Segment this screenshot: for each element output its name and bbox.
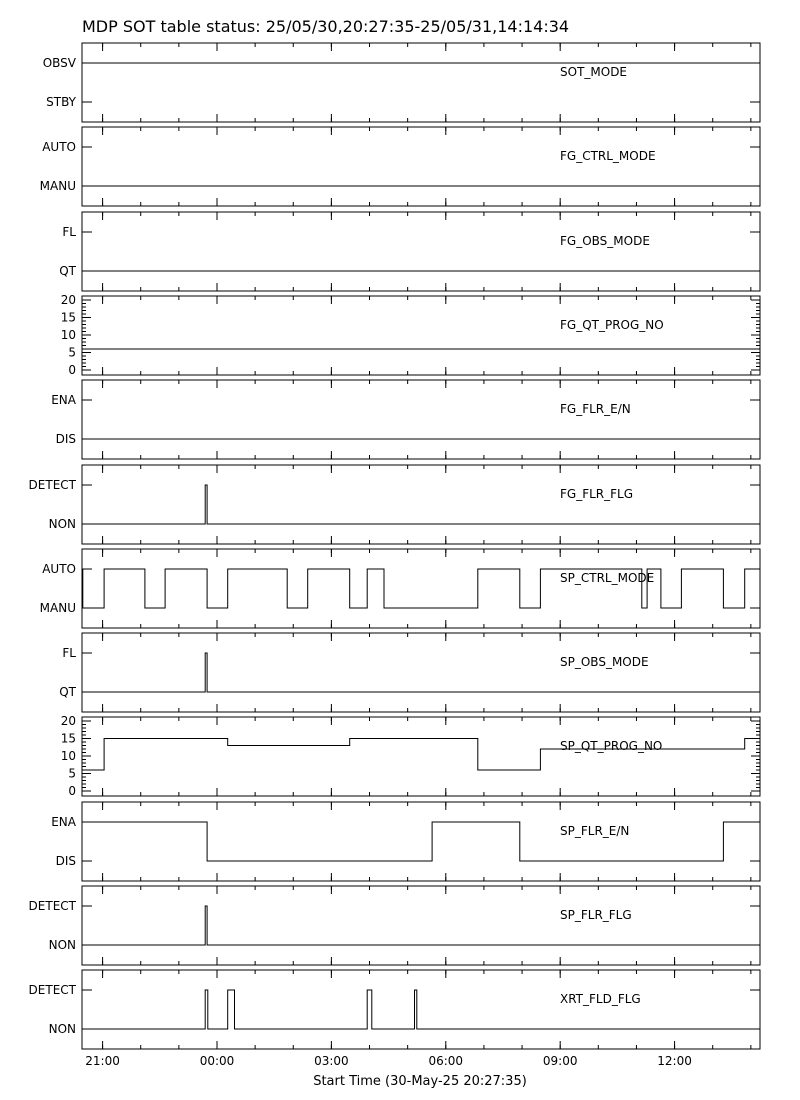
y-label-state-low: MANU bbox=[39, 179, 76, 193]
series-line bbox=[82, 569, 760, 608]
panel-8 bbox=[61, 714, 760, 798]
y-label-state-high: DETECT bbox=[28, 478, 76, 492]
y-tick-label: 10 bbox=[60, 749, 76, 763]
y-label-state-high: OBSV bbox=[42, 56, 76, 70]
panel-2 bbox=[59, 212, 760, 291]
y-label-state-high: DETECT bbox=[28, 983, 76, 997]
chart-title: MDP SOT table status: 25/05/30,20:27:35-25/05/31,14:14:34 bbox=[82, 17, 570, 36]
panel-label: SP_QT_PROG_NO bbox=[560, 739, 663, 753]
panel-frame bbox=[82, 43, 760, 122]
panel-4 bbox=[51, 380, 760, 459]
y-label-state-low: MANU bbox=[39, 601, 76, 615]
panel-label: FG_OBS_MODE bbox=[560, 234, 650, 248]
y-tick-label: 15 bbox=[60, 310, 76, 325]
panel-0 bbox=[43, 43, 760, 122]
series-line bbox=[82, 485, 760, 524]
y-label-state-high: FL bbox=[62, 646, 76, 660]
panel-frame bbox=[82, 549, 760, 628]
y-label-state-high: DETECT bbox=[28, 899, 76, 913]
x-axis bbox=[85, 1054, 692, 1068]
panel-label: SP_FLR_E/N bbox=[560, 824, 630, 838]
panel-6 bbox=[40, 549, 760, 628]
series-line bbox=[82, 653, 760, 692]
panel-label: FG_CTRL_MODE bbox=[560, 149, 656, 163]
panel-frame bbox=[82, 296, 760, 375]
panel-label: SP_FLR_FLG bbox=[560, 908, 632, 922]
panel-frame bbox=[82, 970, 760, 1049]
y-tick-label: 5 bbox=[68, 766, 76, 781]
panel-label: SOT_MODE bbox=[560, 65, 628, 79]
y-label-state-high: AUTO bbox=[42, 140, 76, 154]
y-tick-label: 5 bbox=[68, 345, 76, 360]
x-tick-label: 06:00 bbox=[428, 1054, 464, 1068]
y-label-state-low: QT bbox=[59, 264, 76, 278]
panel-frame bbox=[82, 633, 760, 712]
y-label-state-high: AUTO bbox=[42, 562, 76, 576]
series-line bbox=[82, 990, 760, 1029]
y-tick-label: 15 bbox=[60, 731, 76, 746]
panel-frame bbox=[82, 380, 760, 459]
x-axis-label: Start Time (30-May-25 20:27:35) bbox=[313, 1074, 527, 1089]
y-label-state-low: DIS bbox=[55, 432, 76, 446]
panel-1 bbox=[40, 127, 760, 206]
panel-5 bbox=[29, 465, 760, 544]
y-tick-label: 10 bbox=[60, 328, 76, 342]
y-label-state-low: STBY bbox=[46, 95, 76, 109]
y-label-state-low: QT bbox=[59, 685, 76, 699]
panel-label: SP_OBS_MODE bbox=[560, 655, 649, 669]
y-tick-label: 20 bbox=[60, 293, 76, 307]
panel-label: FG_FLR_E/N bbox=[560, 402, 631, 416]
panel-frame bbox=[82, 465, 760, 544]
panels-group bbox=[29, 43, 760, 1049]
series-line bbox=[82, 906, 760, 945]
y-label-state-high: FL bbox=[62, 225, 76, 239]
x-tick-label: 21:00 bbox=[85, 1054, 120, 1068]
panel-label: XRT_FLD_FLG bbox=[560, 992, 641, 1006]
x-tick-label: 00:00 bbox=[199, 1054, 235, 1068]
panel-9 bbox=[51, 802, 760, 881]
y-label-state-low: NON bbox=[48, 938, 76, 952]
panel-10 bbox=[29, 886, 760, 965]
y-label-state-high: ENA bbox=[51, 815, 76, 829]
panel-label: SP_CTRL_MODE bbox=[560, 571, 655, 585]
panel-frame bbox=[82, 127, 760, 206]
panel-3 bbox=[61, 293, 760, 377]
y-label-state-high: ENA bbox=[51, 393, 76, 407]
panel-11 bbox=[29, 970, 760, 1049]
y-tick-label: 20 bbox=[60, 714, 76, 728]
y-label-state-low: NON bbox=[48, 1022, 76, 1036]
panel-frame bbox=[82, 802, 760, 881]
panel-label: FG_FLR_FLG bbox=[560, 487, 634, 501]
panel-frame bbox=[82, 717, 760, 796]
x-tick-label: 03:00 bbox=[314, 1054, 349, 1068]
y-label-state-low: DIS bbox=[55, 854, 76, 868]
x-tick-label: 09:00 bbox=[542, 1054, 578, 1068]
series-line bbox=[82, 822, 760, 861]
panel-frame bbox=[82, 212, 760, 291]
y-tick-label: 0 bbox=[68, 363, 76, 377]
panel-frame bbox=[82, 886, 760, 965]
y-label-state-low: NON bbox=[48, 517, 76, 531]
x-tick-label: 12:00 bbox=[657, 1054, 692, 1068]
panel-7 bbox=[59, 633, 760, 712]
panel-label: FG_QT_PROG_NO bbox=[560, 318, 664, 332]
y-tick-label: 0 bbox=[68, 784, 76, 798]
